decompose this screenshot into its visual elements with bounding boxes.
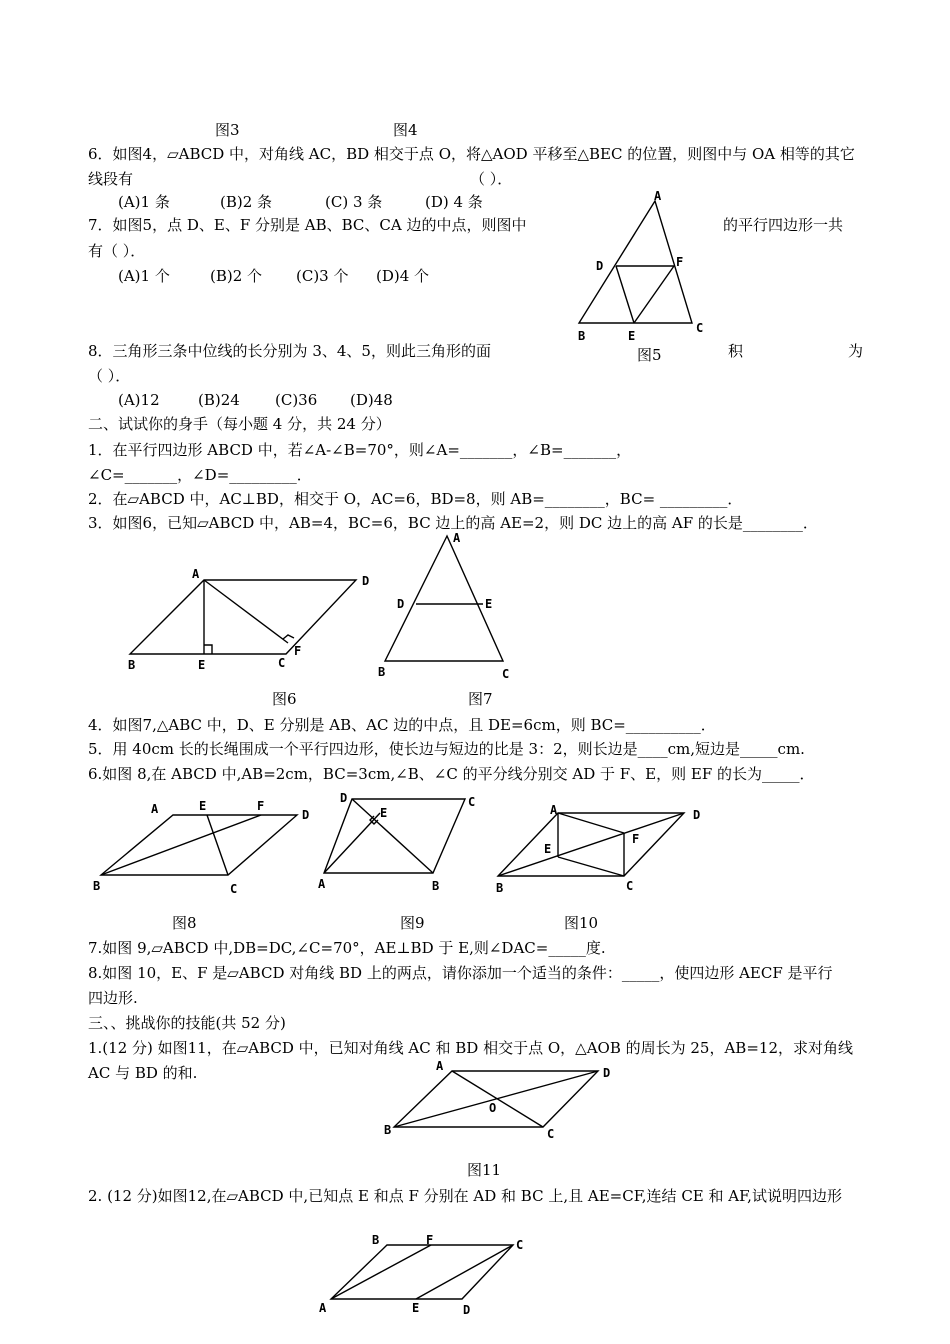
fig6-label-e: E <box>198 658 206 672</box>
fig8-label-b: B <box>93 879 101 893</box>
figure-3-caption: 图3 <box>215 121 240 139</box>
fig5-label-d: D <box>596 259 604 273</box>
q6-option-c: (C) 3 条 <box>325 193 383 211</box>
fig12-label-d: D <box>463 1303 471 1317</box>
fig6-label-a: A <box>192 567 200 581</box>
fig10-label-a: A <box>550 803 558 817</box>
figure-11-caption: 图11 <box>467 1161 502 1179</box>
s3-q1-line1: 1.(12 分) 如图11，在▱ABCD 中，已知对角线 AC 和 BD 相交于点 O，△AOB 的周长为 25，AB=12，求对角线 <box>88 1039 853 1057</box>
q6-text-line2: 线段有 <box>88 170 134 188</box>
fig7-label-e: E <box>485 597 493 611</box>
figure-9-caption: 图9 <box>400 914 425 932</box>
fig11-label-a: A <box>436 1059 444 1073</box>
figure-4-caption: 图4 <box>393 121 418 139</box>
fig8-label-e: E <box>199 799 207 813</box>
fig11-label-b: B <box>384 1123 392 1137</box>
fig12-label-a: A <box>319 1301 327 1315</box>
q8-option-d: (D)48 <box>350 391 393 409</box>
fig9-label-d: D <box>340 791 348 805</box>
fig11-label-c: C <box>547 1127 555 1141</box>
figure-12-diagram <box>310 1232 540 1322</box>
fig5-label-a: A <box>654 189 662 203</box>
q6-text-line1: 6．如图4，▱ABCD 中，对角线 AC，BD 相交于点 O，将△AOD 平移至△BEC 的位置，则图中与 OA 相等的其它 <box>88 145 855 163</box>
fig8-label-d: D <box>302 808 310 822</box>
fig10-label-f: F <box>632 832 640 846</box>
figure-9-diagram <box>310 790 485 900</box>
s2-q4: 4．如图7,△ABC 中，D、E 分别是 AB、AC 边的中点，且 DE=6cm，则 BC=__________． <box>88 716 716 734</box>
fig7-label-a: A <box>453 531 461 545</box>
fig5-label-c: C <box>696 321 704 335</box>
q7-text-line1b: 的平行四边形一共 <box>723 216 844 234</box>
q7-option-b: (B)2 个 <box>210 267 263 285</box>
fig10-label-c: C <box>626 879 634 893</box>
fig7-label-b: B <box>378 665 386 679</box>
fig5-label-f: F <box>676 255 684 269</box>
fig10-label-d: D <box>693 808 701 822</box>
s2-q8-line2: 四边形. <box>88 989 138 1007</box>
q8-text-line1b: 积 <box>728 342 744 360</box>
fig12-label-c: C <box>516 1238 524 1252</box>
fig6-label-c: C <box>278 656 286 670</box>
s2-q1-line2: ∠C=_______，∠D=_________． <box>88 466 312 484</box>
figure-5-diagram <box>570 190 710 350</box>
figure-11-diagram <box>380 1058 620 1143</box>
q6-answer-paren: （ ）． <box>470 170 513 188</box>
fig8-label-a: A <box>151 802 159 816</box>
figure-8-caption: 图8 <box>172 914 197 932</box>
section-2-title: 二、试试你的身手（每小题 4 分，共 24 分） <box>88 415 391 433</box>
s2-q8-line1: 8.如图 10，E、F 是▱ABCD 对角线 BD 上的两点，请你添加一个适当的条件：_____，使四边形 AECF 是平行 <box>88 964 833 982</box>
s2-q7: 7.如图 9,▱ABCD 中,DB=DC,∠C=70°，AE⊥BD 于 E,则∠DAC=_____度. <box>88 939 606 957</box>
fig9-label-e: E <box>380 806 388 820</box>
figure-5-caption: 图5 <box>637 346 662 364</box>
fig10-label-e: E <box>544 842 552 856</box>
q8-text-line1a: 8．三角形三条中位线的长分别为 3、4、5，则此三角形的面 <box>88 342 491 360</box>
fig5-label-b: B <box>578 329 586 343</box>
s2-q1-line1: 1．在平行四边形 ABCD 中，若∠A-∠B=70°，则∠A=_______，∠B=_______， <box>88 441 632 459</box>
q6-option-a: (A)1 条 <box>118 193 170 211</box>
s3-q1-line2: AC 与 BD 的和. <box>88 1064 198 1082</box>
fig6-label-b: B <box>128 658 136 672</box>
figure-8-diagram <box>85 795 325 905</box>
q8-option-b: (B)24 <box>198 391 240 409</box>
q8-option-a: (A)12 <box>118 391 160 409</box>
fig12-label-b: B <box>372 1233 380 1247</box>
fig12-label-e: E <box>412 1301 420 1315</box>
fig11-label-o: O <box>489 1101 497 1115</box>
q7-text-line1a: 7．如图5，点 D、E、F 分别是 AB、BC、CA 边的中点，则图中 <box>88 216 527 234</box>
fig6-label-d: D <box>362 574 370 588</box>
fig6-label-f: F <box>294 644 302 658</box>
fig9-label-c: C <box>468 795 476 809</box>
q8-option-c: (C)36 <box>275 391 318 409</box>
figure-7-caption: 图7 <box>468 690 493 708</box>
q7-text-line2: 有（ ）． <box>88 242 146 260</box>
fig8-label-f: F <box>257 799 265 813</box>
fig5-label-e: E <box>628 329 636 343</box>
fig7-label-d: D <box>397 597 405 611</box>
s2-q3: 3．如图6，已知▱ABCD 中，AB=4，BC=6，BC 边上的高 AE=2，则 DC 边上的高 AF 的长是________． <box>88 514 818 532</box>
figure-10-caption: 图10 <box>564 914 599 932</box>
figure-7-diagram <box>375 530 515 685</box>
s2-q5: 5．用 40cm 长的长绳围成一个平行四边形，使长边与短边的比是 3：2，则长边是____cm,短边是_____cm. <box>88 740 805 758</box>
fig8-label-c: C <box>230 882 238 896</box>
q8-text-line1c: 为 <box>848 342 864 360</box>
section-3-title: 三、、挑战你的技能(共 52 分) <box>88 1014 286 1032</box>
q7-option-a: (A)1 个 <box>118 267 170 285</box>
q6-option-d: (D) 4 条 <box>425 193 483 211</box>
q7-option-d: (D)4 个 <box>376 267 430 285</box>
s3-q2-line1: 2. (12 分)如图12,在▱ABCD 中,已知点 E 和点 F 分别在 AD 和 BC 上,且 AE=CF,连结 CE 和 AF,试说明四边形 <box>88 1187 842 1205</box>
q6-option-b: (B)2 条 <box>220 193 273 211</box>
fig11-label-d: D <box>603 1066 611 1080</box>
fig7-label-c: C <box>502 667 510 681</box>
q7-option-c: (C)3 个 <box>296 267 349 285</box>
s2-q6: 6.如图 8,在 ABCD 中,AB=2cm，BC=3cm,∠B、∠C 的平分线分别交 AD 于 F、E，则 EF 的长为_____． <box>88 765 815 783</box>
fig10-label-b: B <box>496 881 504 895</box>
figure-6-diagram <box>120 565 375 675</box>
q8-text-line2: （ ）． <box>88 367 131 385</box>
fig9-label-b: B <box>432 879 440 893</box>
fig9-label-a: A <box>318 877 326 891</box>
figure-10-diagram <box>490 800 710 895</box>
figure-6-caption: 图6 <box>272 690 297 708</box>
fig12-label-f: F <box>426 1233 434 1247</box>
s2-q2: 2．在▱ABCD 中，AC⊥BD，相交于 O，AC=6，BD=8，则 AB=________，BC= _________． <box>88 490 743 508</box>
